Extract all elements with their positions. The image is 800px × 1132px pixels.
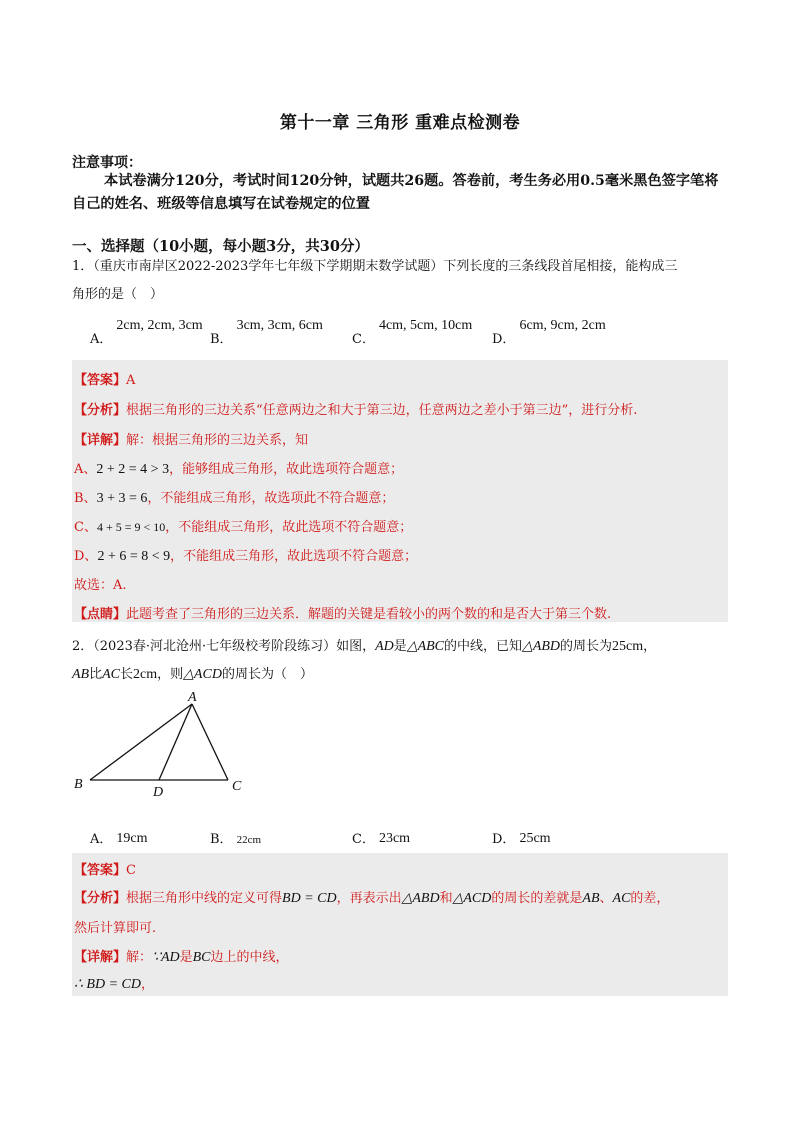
label-a: A <box>188 690 197 705</box>
q1-option-d: D．6cm, 9cm, 2cm <box>492 318 606 347</box>
q1-analysis: 【分析】根据三角形的三边关系“任意两边之和大于第三边，任意两边之差小于第三边”，进行分析. <box>74 403 638 418</box>
q1-detail-a: A、2 + 2 = 4 > 3，能够组成三角形，故此选项符合题意； <box>74 462 404 477</box>
q2-therefore: ∴ BD = CD， <box>74 977 154 992</box>
question-1-stem <box>72 253 732 309</box>
side-ab <box>90 704 192 780</box>
q2-analysis: 【分析】根据三角形中线的定义可得BD = CD，再表示出△ABD和△ACD的周长的差就是AB、AC的差， <box>74 891 670 906</box>
question-2-options <box>90 828 730 852</box>
notice-text: 本试卷满分120分，考试时间120分钟，试题共26题。答卷前，考生务必用0.5毫米黑色签字笔将自己的姓名、班级等信息填写在试卷规定的位置 <box>72 173 719 212</box>
q2-option-b: B． 22cm <box>210 832 262 847</box>
q2-option-a: A． 19cm <box>90 831 148 847</box>
question-1-line-1: 1．（重庆市南岸区2022-2023学年七年级下学期期末数学试题）下列长度的三条线段首尾相接，能构成三 <box>72 259 678 274</box>
triangle-figure <box>70 690 270 810</box>
q1-detail: 【详解】解：根据三角形的三边关系，知 <box>74 433 309 448</box>
q1-detail-c: C、4 + 5 = 9 < 10，不能组成三角形，故此选项不符合题意； <box>74 520 413 535</box>
q1-answer: 【答案】A <box>74 373 136 388</box>
page-title: 第十一章 三角形 重难点检测卷 <box>279 113 521 133</box>
section-heading: 一、选择题（10小题，每小题3分，共30分） <box>72 238 369 255</box>
q2-answer: 【答案】C <box>74 863 136 878</box>
label-d: D <box>153 785 164 800</box>
q1-detail-d: D、2 + 6 = 8 < 9，不能组成三角形，故此选项不符合题意； <box>74 549 418 564</box>
question-2-line-1: 2．（2023春·河北沧州·七年级校考阶段练习）如图，AD是△ABC的中线，已知△ABD的周长为25cm， <box>72 639 657 654</box>
question-1-options <box>90 318 730 352</box>
q1-option-c: C．4cm, 5cm, 10cm <box>352 318 473 347</box>
q1-option-b: B．3cm, 3cm, 6cm <box>210 318 323 347</box>
q1-option-a: A．2cm, 2cm, 3cm <box>90 318 203 347</box>
side-ac <box>192 704 228 780</box>
q2-analysis-line-2: 然后计算即可. <box>74 921 157 936</box>
q2-detail: 【详解】解：∵AD是BC边上的中线， <box>74 950 289 965</box>
q1-answer-box <box>72 360 728 622</box>
question-2-line-2: AB比AC长2cm，则△ACD的周长为（ ） <box>72 667 313 682</box>
q1-choice: 故选：A. <box>74 578 127 593</box>
q1-comment: 【点睛】此题考查了三角形的三边关系．解题的关键是看较小的两个数的和是否大于第三个数. <box>74 607 612 622</box>
q2-option-d: D． 25cm <box>492 831 551 847</box>
median-ad <box>159 704 192 780</box>
label-c: C <box>232 779 242 794</box>
q1-detail-b: B、3 + 3 = 6，不能组成三角形，故选项此不符合题意； <box>74 491 395 506</box>
q2-answer-box <box>72 853 728 996</box>
q2-option-c: C． 23cm <box>352 831 411 847</box>
question-1-line-2: 角形的是（ ） <box>72 287 164 302</box>
notice-label: 注意事项： <box>72 155 142 171</box>
label-b: B <box>74 777 83 792</box>
